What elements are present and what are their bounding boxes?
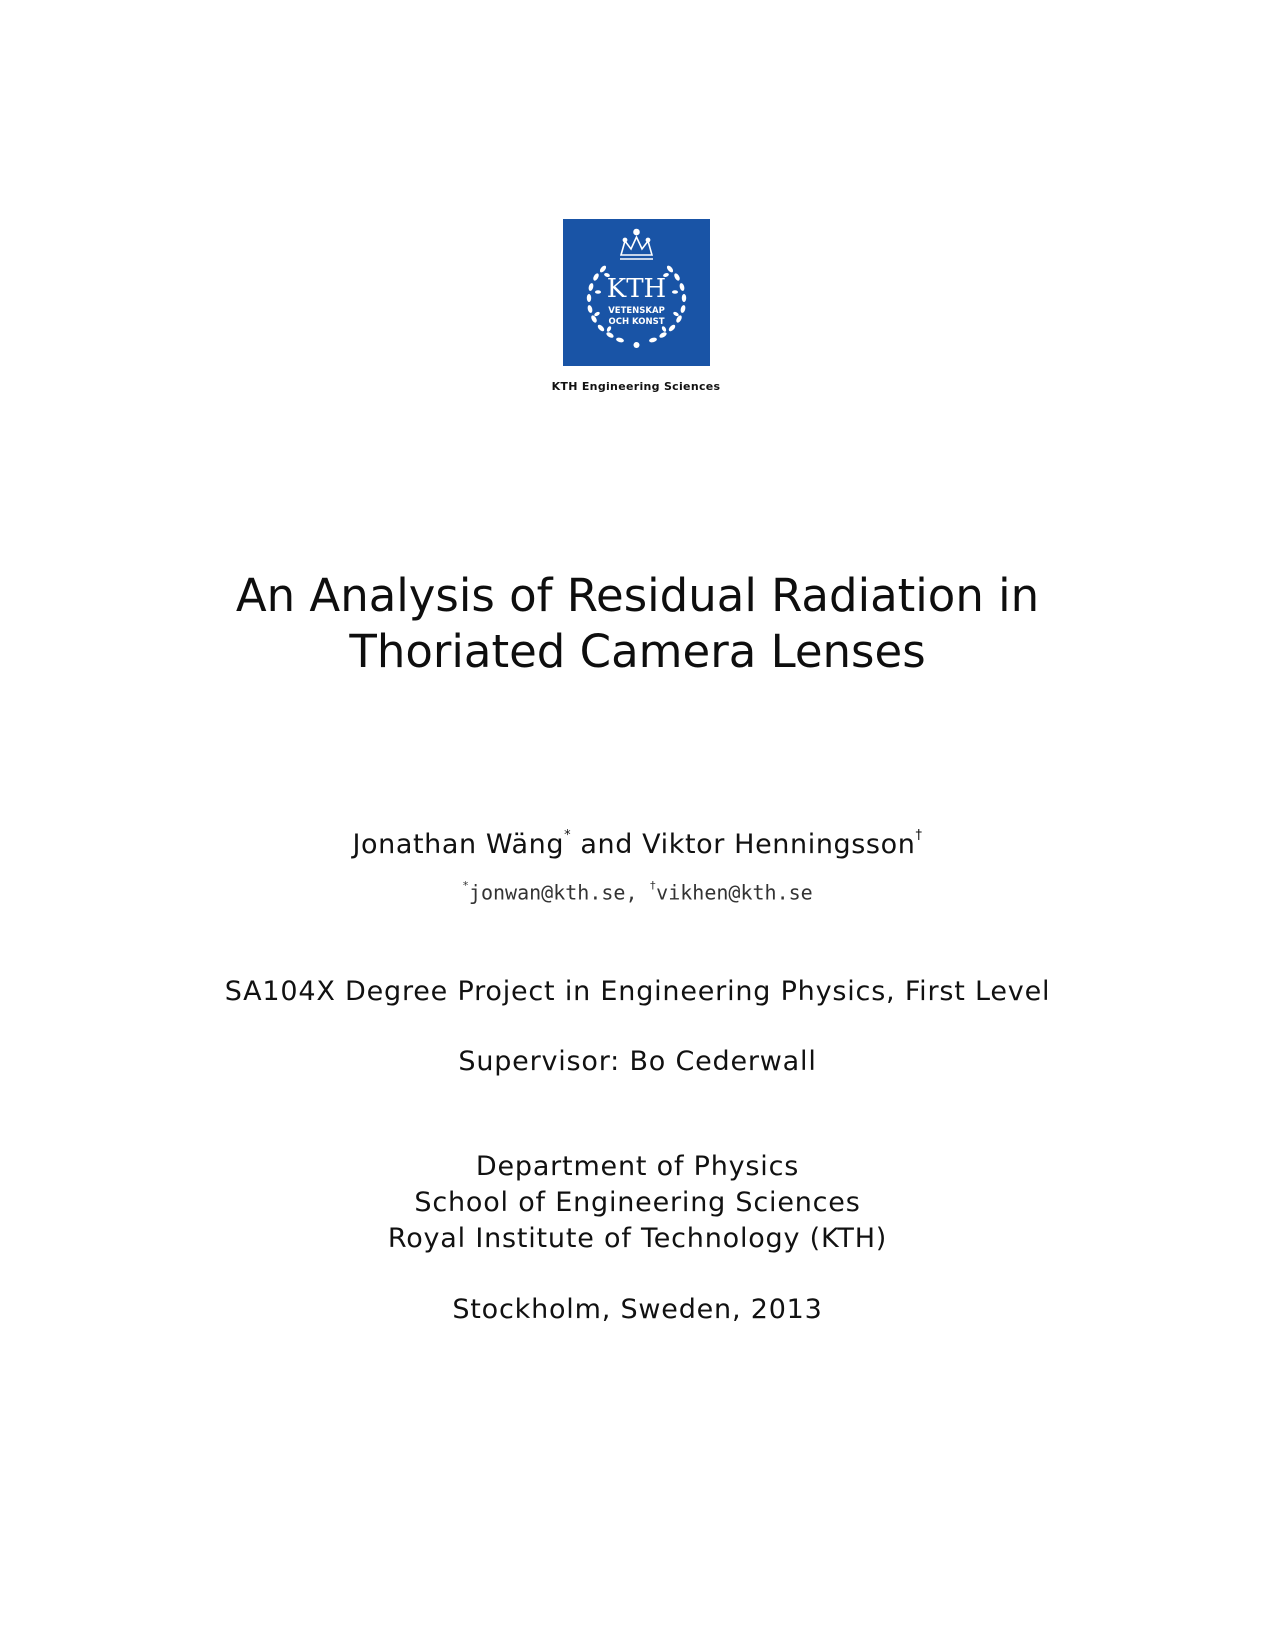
author-2: Viktor Henningsson xyxy=(642,829,916,860)
email-1: jonwan@kth.se, xyxy=(468,880,638,905)
logo-line2: OCH KONST xyxy=(608,317,665,327)
institute-line: Royal Institute of Technology (KTH) xyxy=(387,1223,888,1254)
kth-logo xyxy=(563,219,710,366)
course-line: SA104X Degree Project in Engineering Physics, First Level xyxy=(224,976,1051,1007)
author-2-mark: † xyxy=(915,828,923,843)
supervisor-line: Supervisor: Bo Cederwall xyxy=(458,1046,817,1077)
logo-line1: VETENSKAP xyxy=(608,306,665,316)
school-line: School of Engineering Sciences xyxy=(414,1187,861,1218)
logo-main-text: KTH xyxy=(606,274,667,304)
author-connector: and xyxy=(571,829,643,860)
author-1: Jonathan Wäng xyxy=(352,829,565,860)
email-2: vikhen@kth.se xyxy=(656,880,813,905)
email-1-mark: * xyxy=(462,879,469,892)
email-line xyxy=(0,876,1275,906)
place-date-line: Stockholm, Sweden, 2013 xyxy=(452,1294,823,1325)
document-title xyxy=(0,568,1275,680)
title-line-2: Thoriated Camera Lenses xyxy=(349,625,926,678)
author-1-mark: * xyxy=(564,828,572,843)
department-line: Department of Physics xyxy=(475,1151,800,1182)
email-2-mark: † xyxy=(649,879,657,892)
kth-seal-icon xyxy=(563,219,710,366)
author-line xyxy=(0,823,1275,862)
logo-caption: KTH Engineering Sciences xyxy=(551,380,721,393)
title-line-1: An Analysis of Residual Radiation in xyxy=(235,569,1040,622)
